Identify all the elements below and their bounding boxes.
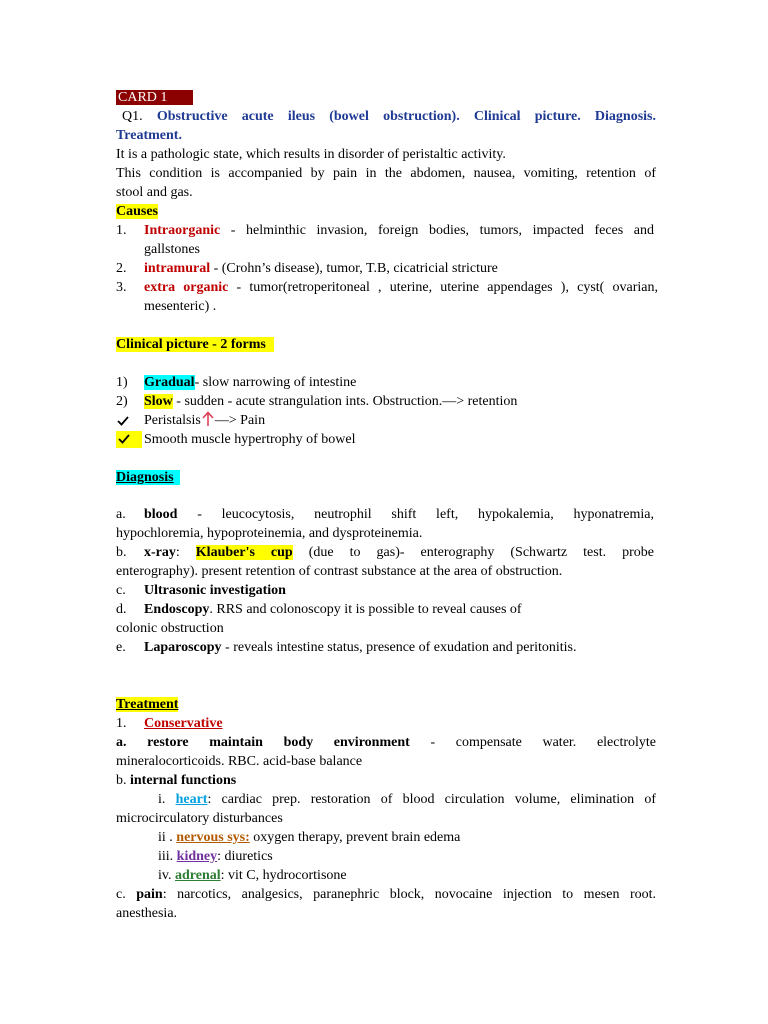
card-header-line bbox=[116, 88, 656, 107]
treatment-sub-i bbox=[158, 790, 656, 809]
card-label: CARD 1 bbox=[116, 90, 193, 105]
clinical-check-2 bbox=[0, 430, 768, 449]
causes-heading-line bbox=[116, 202, 656, 221]
sub-term-kidney: kidney bbox=[176, 849, 218, 864]
clinical-heading: Clinical picture - 2 forms bbox=[116, 337, 274, 352]
question-title-line2: Treatment. bbox=[116, 128, 182, 143]
treatment-a-cont: mineralocorticoids. RBC. acid-base balance bbox=[116, 754, 363, 769]
cause-item-1-cont: gallstones bbox=[144, 242, 200, 257]
cause-item-1 bbox=[0, 221, 768, 240]
sub-desc: : cardiac prep. restoration of blood circulation volume, elimination of bbox=[207, 792, 656, 807]
sub-desc: : vit C, hydrocortisone bbox=[220, 868, 347, 883]
cause-text bbox=[144, 278, 658, 297]
diagnosis-b-text bbox=[144, 543, 654, 562]
cause-term: Intraorganic bbox=[144, 223, 221, 238]
item-label: d. bbox=[116, 602, 127, 617]
check-icon bbox=[116, 431, 142, 448]
treatment-a bbox=[116, 733, 656, 752]
diagnosis-desc: - reveals intestine status, presence of exudation and peritonitis. bbox=[221, 640, 577, 655]
cause-item-3 bbox=[0, 278, 768, 297]
cause-item-2 bbox=[0, 259, 768, 278]
cause-number: 2. bbox=[116, 261, 127, 276]
clinical-check-1 bbox=[0, 411, 768, 430]
intro-line-1: It is a pathologic state, which results in disorder of peristaltic activity. bbox=[116, 147, 506, 162]
item-label: e. bbox=[116, 640, 126, 655]
question-number: Q1. bbox=[122, 109, 143, 124]
sub-term-nervous: nervous sys: bbox=[176, 830, 250, 845]
diagnosis-heading-line bbox=[116, 468, 656, 487]
clinical-check-text: Smooth muscle hypertrophy of bowel bbox=[144, 432, 356, 447]
treatment-heading: Treatment bbox=[116, 697, 179, 712]
diagnosis-a-cont: hypochloremia, hypoproteinemia, and dysproteinemia. bbox=[116, 526, 423, 541]
treatment-c bbox=[116, 885, 656, 904]
item-label: b. bbox=[116, 773, 127, 788]
clinical-term: Slow bbox=[144, 394, 173, 409]
sub-term-adrenal: adrenal bbox=[174, 868, 221, 883]
clinical-number: 1) bbox=[116, 375, 128, 390]
diagnosis-a-text bbox=[144, 505, 654, 524]
diagnosis-b-cont: enterography). present retention of contrast substance at the area of obstruction. bbox=[116, 564, 563, 579]
colon: : bbox=[175, 545, 180, 560]
treatment-sub-iii bbox=[158, 847, 698, 866]
cause-item-3-cont: mesenteric) . bbox=[144, 299, 217, 314]
peristalsis-label: Peristalsis bbox=[144, 413, 201, 428]
treatment-term: restore maintain body environment bbox=[147, 735, 410, 750]
diagnosis-d-text bbox=[144, 600, 522, 619]
diagnosis-term: x-ray bbox=[144, 545, 176, 560]
pain-result: —> Pain bbox=[214, 413, 266, 428]
clinical-term: Gradual bbox=[144, 375, 195, 390]
cause-text bbox=[144, 259, 498, 278]
cause-desc: - helminthic invasion, foreign bodies, tumors, impacted feces and bbox=[220, 223, 654, 238]
diagnosis-desc: (due to gas)- enterography (Schwartz test. probe bbox=[308, 545, 654, 560]
diagnosis-desc: . RRS and colonoscopy it is possible to reveal causes of bbox=[209, 602, 522, 617]
clinical-number: 2) bbox=[116, 394, 128, 409]
treatment-desc: : narcotics, analgesics, paranephric block, novocaine injection to mesen root. bbox=[162, 887, 656, 902]
treatment-term: internal functions bbox=[130, 773, 237, 788]
cause-term: intramural bbox=[144, 261, 211, 276]
clinical-heading-line bbox=[116, 335, 656, 354]
diagnosis-term: blood bbox=[144, 507, 178, 522]
item-label: b. bbox=[116, 545, 127, 560]
conservative-label: Conservative bbox=[144, 716, 223, 731]
diagnosis-term: Ultrasonic investigation bbox=[144, 583, 286, 598]
treatment-heading-line bbox=[116, 695, 656, 714]
item-label: c. bbox=[116, 887, 126, 902]
question-title-line1 bbox=[122, 107, 656, 126]
item-label: a. bbox=[116, 507, 126, 522]
sub-desc: oxygen therapy, prevent brain edema bbox=[249, 830, 461, 845]
intro-line-3: stool and gas. bbox=[116, 185, 193, 200]
diagnosis-desc: - leucocytosis, neutrophil shift left, hypokalemia, hyponatremia, bbox=[197, 507, 655, 522]
treatment-sub-iv bbox=[158, 866, 698, 885]
arrow-up-icon bbox=[201, 413, 215, 428]
sub-label: ii . bbox=[158, 830, 173, 845]
item-label: a. bbox=[116, 735, 127, 750]
treatment-sub-i-cont: microcirculatory disturbances bbox=[116, 811, 283, 826]
cause-desc: - (Crohn’s disease), tumor, T.B, cicatricial stricture bbox=[210, 261, 498, 276]
sub-label: iv. bbox=[158, 868, 172, 883]
clinical-desc: - slow narrowing of intestine bbox=[194, 375, 357, 390]
sub-label: i. bbox=[158, 792, 166, 807]
item-label: c. bbox=[116, 583, 126, 598]
cause-desc: - tumor(retroperitoneal , uterine, uterine appendages ), cyst( ovarian, bbox=[228, 280, 658, 295]
clinical-item-2 bbox=[0, 392, 768, 411]
diagnosis-term: Laparoscopy bbox=[144, 640, 222, 655]
treatment-sub-ii bbox=[158, 828, 698, 847]
clinical-desc: - sudden - acute strangulation ints. Obstruction.—> retention bbox=[172, 394, 518, 409]
treatment-desc: - compensate water. electrolyte bbox=[430, 735, 657, 750]
diagnosis-heading: Diagnosis bbox=[116, 470, 180, 485]
treatment-term: pain bbox=[136, 887, 163, 902]
item-label: 1. bbox=[116, 716, 127, 731]
klauber-cup-highlight: Klauber's cup bbox=[195, 545, 293, 560]
clinical-item-1 bbox=[0, 373, 768, 392]
sub-desc: : diuretics bbox=[217, 849, 273, 864]
sub-label: iii. bbox=[158, 849, 174, 864]
clinical-text bbox=[144, 373, 356, 392]
diagnosis-term: Endoscopy bbox=[144, 602, 210, 617]
question-title: Obstructive acute ileus (bowel obstruction). Clinical picture. Diagnosis. bbox=[156, 109, 656, 124]
cause-text bbox=[144, 221, 654, 240]
sub-term-heart: heart bbox=[175, 792, 208, 807]
diagnosis-e-text bbox=[144, 638, 577, 657]
clinical-check-text bbox=[144, 411, 265, 430]
treatment-c-cont: anesthesia. bbox=[116, 906, 178, 921]
clinical-text bbox=[144, 392, 517, 411]
intro-line-2: This condition is accompanied by pain in the abdomen, nausea, vomiting, retention of bbox=[116, 166, 656, 181]
treatment-b bbox=[116, 771, 656, 790]
diagnosis-d-cont: colonic obstruction bbox=[116, 621, 224, 636]
causes-heading: Causes bbox=[116, 204, 159, 219]
cause-number: 1. bbox=[116, 223, 127, 238]
cause-number: 3. bbox=[116, 280, 127, 295]
cause-term: extra organic bbox=[144, 280, 229, 295]
